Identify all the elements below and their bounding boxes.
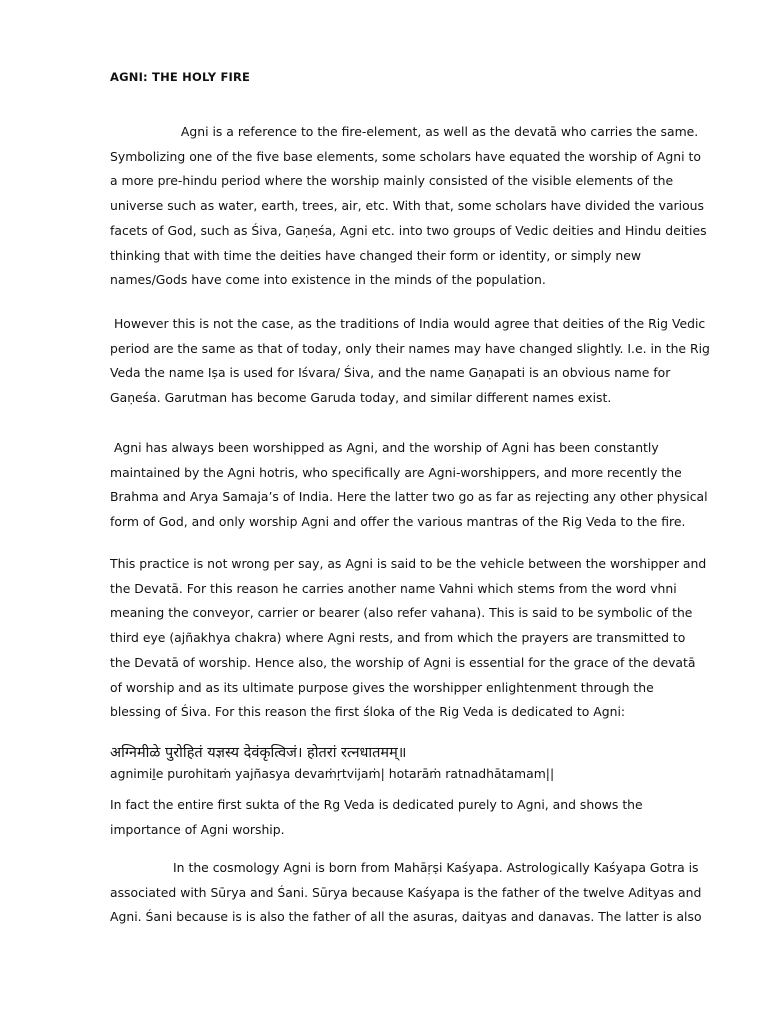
text-line: In the cosmology Agni is born from Mahāṛṣi Kaśyapa. Astrologically Kaśyapa Gotra is: [110, 860, 699, 875]
text-line: the Devatā. For this reason he carries another name Vahni which stems from the word vhni: [110, 580, 677, 596]
paragraph-2: [110, 312, 710, 411]
text-line: importance of Agni worship.: [110, 821, 285, 837]
text-line: third eye (ajñakhya chakra) where Agni rests, and from which the prayers are transmitted to: [110, 630, 686, 646]
paragraph-3: [110, 436, 710, 535]
text-line: associated with Sūrya and Śani. Sūrya because Kaśyapa is the father of the twelve Adityas and: [110, 884, 702, 900]
text-line: universe such as water, earth, trees, air, etc. With that, some scholars have divided the various: [110, 198, 704, 214]
text-line: Agni has always been worshipped as Agni, and the worship of Agni has been constantly: [110, 440, 659, 455]
text-line: of worship and as its ultimate purpose gives the worshipper enlightenment through the: [110, 679, 654, 695]
paragraph-1: [110, 120, 710, 293]
text-line: meaning the conveyor, carrier or bearer (also refer vahana). This is said to be symbolic of the: [110, 605, 693, 621]
paragraph-5: [110, 793, 710, 842]
text-line: This practice is not wrong per say, as Agni is said to be the vehicle between the worshipper and: [110, 556, 707, 571]
text-line: Agni. Śani because is is also the father of all the asuras, daityas and danavas. The latter is also: [110, 909, 702, 925]
text-line: Brahma and Arya Samaja’s of India. Here the latter two go as far as rejecting any other physical: [110, 489, 708, 505]
paragraph-4: [110, 552, 710, 725]
text-line: form of God, and only worship Agni and offer the various mantras of the Rig Veda to the fire.: [110, 514, 686, 530]
document-title: AGNI: THE HOLY FIRE: [110, 70, 251, 84]
text-line: blessing of Śiva. For this reason the first śloka of the Rig Veda is dedicated to Agni:: [110, 704, 626, 720]
text-line: In fact the entire first sukta of the Rg Veda is dedicated purely to Agni, and shows the: [110, 797, 643, 812]
text-line: facets of God, such as Śiva, Gaṇeśa, Agni etc. into two groups of Vedic deities and Hindu deities: [110, 222, 707, 238]
sloka-transliteration: agnimiḻe purohitaṁ yajñasya devaṁṛtvijaṁ| hotarāṁ ratnadhātamam||: [110, 766, 555, 781]
text-line: Veda the name Iṣa is used for Iśvara/ Śiva, and the name Gaṇapati is an obvious name for: [110, 365, 671, 381]
text-line: Symbolizing one of the five base elements, some scholars have equated the worship of Agni to: [110, 148, 701, 164]
text-line: thinking that with time the deities have changed their form or identity, or simply new: [110, 247, 641, 263]
sloka-devanagari: अग्निमीळे पुरोहितं यज्ञस्य देवंकृत्विजं। होतरां रत्नधातमम्॥: [110, 745, 407, 761]
text-line: However this is not the case, as the traditions of India would agree that deities of the Rig Vedic: [110, 316, 706, 331]
text-line: Agni is a reference to the fire-element, as well as the devatā who carries the same.: [110, 124, 699, 139]
text-line: Gaṇeśa. Garutman has become Garuda today, and similar different names exist.: [110, 390, 612, 406]
paragraph-6: [110, 856, 710, 930]
text-line: maintained by the Agni hotris, who specifically are Agni-worshippers, and more recently the: [110, 464, 682, 480]
text-line: names/Gods have come into existence in the minds of the population.: [110, 272, 546, 288]
sloka-block: [110, 743, 710, 784]
text-line: period are the same as that of today, only their names may have changed slightly. I.e. in the Rig: [110, 340, 710, 356]
text-line: a more pre-hindu period where the worship mainly consisted of the visible elements of the: [110, 173, 674, 189]
text-line: the Devatā of worship. Hence also, the worship of Agni is essential for the grace of the devatā: [110, 654, 696, 670]
